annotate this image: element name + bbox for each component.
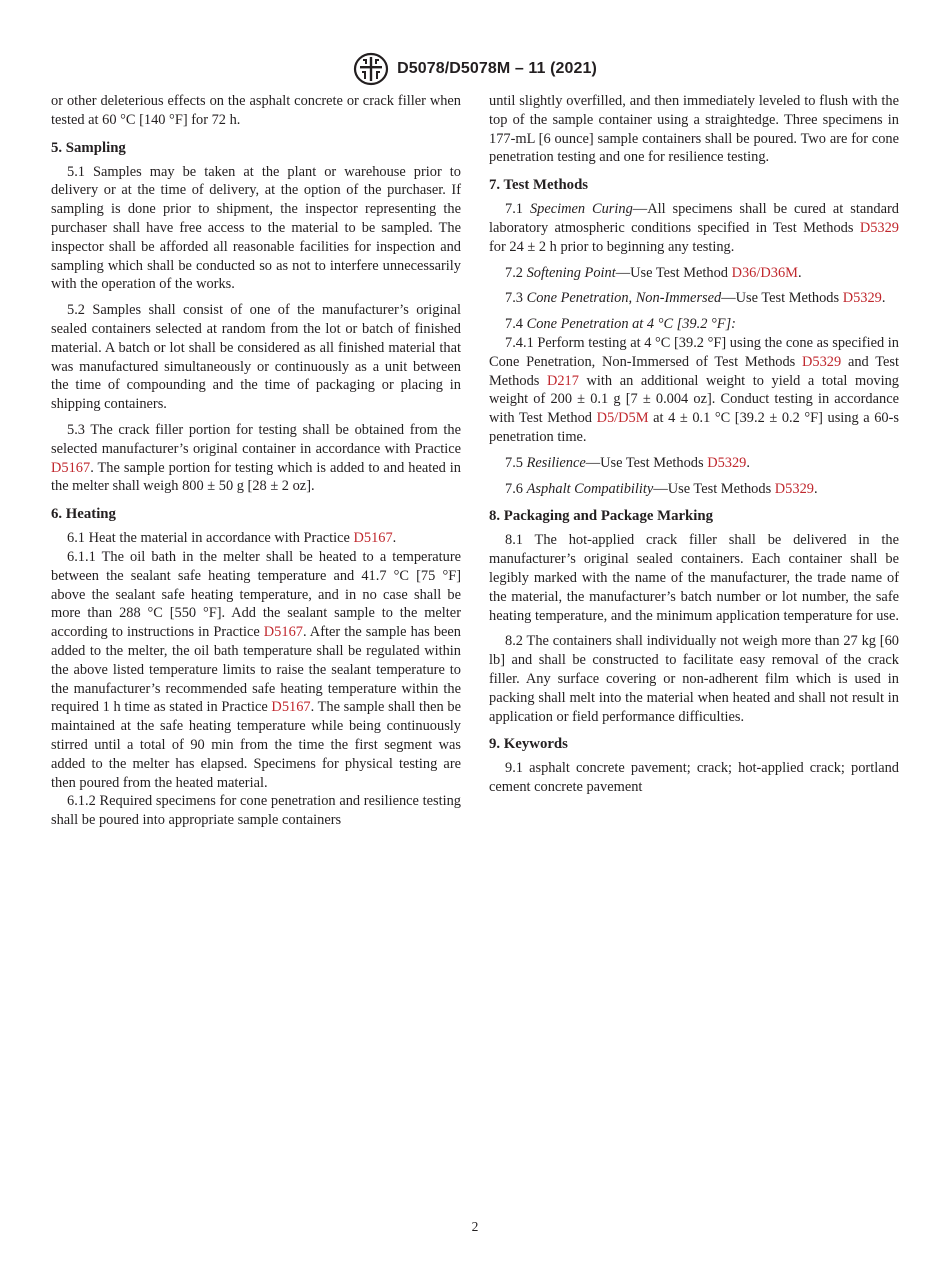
reference-link-d5167[interactable]: D5167 (353, 530, 393, 547)
reference-link-d5329[interactable]: D5329 (842, 290, 882, 307)
text-segment: 5.3 The crack filler portion for testing shall be obtained from the selected manufacturer’s original container in accordance with Practice (51, 421, 461, 457)
subsection-title: Specimen Curing (529, 201, 633, 218)
text-segment: . The sample shall then be maintained at the safe heating temperature while being continuously stirred until a total of 90 min from the time the first segment was added to the melter has elapsed. Specimens for physical testing are then poured from the heated material. (51, 699, 462, 791)
text-segment: 7.1 (505, 201, 530, 218)
reference-link-d217[interactable]: D217 (546, 372, 579, 389)
reference-link-d5167[interactable]: D5167 (51, 459, 91, 476)
paragraph-6-1-2: 6.1.2 Required specimens for cone penetration and resilience testing shall be poured into appropriate sample containers (51, 793, 461, 829)
text-segment: 7.4 (505, 316, 527, 333)
paragraph-8-1: 8.1 The hot-applied crack filler shall be delivered in the manufacturer’s original sealed containers. Each container shall be legibly marked with the name of the manufacturer, the trade name of the material, the manufacturer’s batch number or lot number, the safe heating temperature, and the minimum application temperature for use. (489, 532, 899, 624)
page-number: 2 (471, 1219, 479, 1234)
paragraph-7-1 (489, 200, 899, 256)
paragraph-6-1-1 (51, 548, 461, 792)
paragraph-5-2: 5.2 Samples shall consist of one of the manufacturer’s original sealed containers selected at random from the lot or batch of finished material. A batch or lot shall be considered as all finished material that was manufactured simultaneously or continuously as a unit between the time of compounding and the time of packaging or placing in shipping containers. (51, 302, 461, 413)
paragraph-8-2: 8.2 The containers shall individually not weigh more than 27 kg [60 lb] and shall be constructed to facilitate easy removal of the crack filler. Any surface covering or non-adherent film which is used in packing shall melt into the material when heated and shall not result in application or field performance difficulties. (489, 633, 899, 725)
paragraph-9-1: 9.1 asphalt concrete pavement; crack; hot-applied crack; portland cement concrete pavement (489, 760, 899, 796)
text-segment: 7.4.1 Perform testing at 4 °C [39.2 °F] using the cone as specified in Cone Penetration, Non-Immersed of Test Methods (489, 334, 899, 370)
paragraph-continuation: or other deleterious effects on the asphalt concrete or crack filler when tested at 60 °C [140 °F] for 72 h. (51, 93, 461, 128)
text-segment: for 24 ± 2 h prior to beginning any testing. (489, 238, 735, 255)
text-segment: . The sample portion for testing which is added to and heated in the melter shall weigh 800 ± 50 g [28 ± 2 oz]. (51, 459, 461, 495)
reference-link-d5329[interactable]: D5329 (774, 480, 814, 497)
text-segment: 7.5 (505, 454, 527, 471)
paragraph-5-1: 5.1 Samples may be taken at the plant or warehouse prior to delivery or at the time of delivery, at the option of the purchaser. If sampling is done prior to shipment, the inspector representing the purchaser shall have free access to the material to be sampled. The inspector shall be afforded all reasonable facilities for inspection and sampling which shall be conducted so as not to interfere unnecessarily with the operation of the works. (51, 163, 461, 293)
astm-logo-icon (353, 52, 389, 86)
reference-link-d5329[interactable]: D5329 (859, 219, 899, 236)
text-segment: . (813, 480, 818, 497)
reference-link-d5329[interactable]: D5329 (707, 454, 747, 471)
paragraph-7-4-1 (489, 334, 899, 447)
text-segment: . (881, 290, 886, 307)
paragraph-7-6 (489, 480, 899, 499)
section-heading-heating: 6. Heating (51, 506, 116, 523)
text-segment: . (797, 264, 802, 281)
section-heading-packaging: 8. Packaging and Package Marking (489, 508, 714, 525)
text-segment: 7.3 (505, 290, 527, 307)
reference-link-d5[interactable]: D5/D5M (596, 410, 649, 427)
text-segment: . (392, 530, 397, 547)
text-segment: —All specimens shall be cured at standard laboratory atmospheric conditions specified in Test Methods (489, 201, 899, 236)
subsection-title: Cone Penetration, Non-Immersed (526, 290, 722, 307)
section-heading-sampling: 5. Sampling (51, 139, 126, 156)
text-segment: at 4 ± 0.1 °C [39.2 ± 0.2 °F] using a 60-s penetration time. (489, 410, 899, 445)
reference-link-d36[interactable]: D36/D36M (731, 264, 798, 281)
reference-link-d5167[interactable]: D5167 (263, 624, 303, 641)
subsection-title: Resilience (526, 454, 586, 471)
reference-link-d5329[interactable]: D5329 (802, 353, 842, 370)
paragraph-7-4 (489, 315, 899, 334)
paragraph-7-2 (489, 264, 899, 283)
paragraph-continuation: until slightly overfilled, and then immediately leveled to flush with the top of the sample container using a straightedge. Three specimens in 177-mL [6 ounce] sample containers shall be poured. Two are for cone penetration testing and one for resilience testing. (489, 93, 899, 166)
text-segment: —Use Test Methods (585, 454, 708, 471)
reference-link-d5167[interactable]: D5167 (271, 699, 311, 716)
text-segment: 7.2 (505, 264, 527, 281)
text-segment: —Use Test Methods (721, 290, 843, 307)
text-segment: and Test Methods (489, 353, 899, 389)
paragraph-6-1 (51, 529, 461, 548)
text-segment: —Use Test Methods (653, 480, 775, 497)
document-designation: D5078/D5078M – 11 (2021) (397, 60, 597, 77)
subsection-title: Cone Penetration at 4 °C [39.2 °F]: (526, 316, 736, 333)
subsection-title: Softening Point (526, 264, 616, 281)
text-segment: . (746, 454, 750, 471)
text-segment: 6.1.1 The oil bath in the melter shall be heated to a temperature between the sealant safe heating temperature and 41.7 °C [75 °F] above the sealant safe heating temperature, and in no case shall be more than 288 °C [550 °F]. Add the sealant sample to the melter according to instructions in Practice (51, 548, 461, 641)
page-header (0, 52, 950, 86)
section-heading-keywords: 9. Keywords (489, 736, 568, 753)
text-segment: 7.6 (505, 480, 527, 497)
subsection-title: Asphalt Compatibility (526, 480, 654, 497)
section-heading-test-methods: 7. Test Methods (489, 177, 589, 194)
text-segment: —Use Test Method (615, 264, 732, 281)
right-column (489, 92, 899, 804)
text-segment: . After the sample has been added to the melter, the oil bath temperature shall be regulated within the above listed temperature limits to raise the sealant temperature to the manufacturer’s recommended safe heating temperature within the required 1 h time as stated in Practice (51, 624, 461, 716)
text-segment: 6.1 Heat the material in accordance with Practice (67, 530, 354, 547)
paragraph-7-5 (489, 454, 899, 473)
paragraph-5-3 (51, 421, 461, 496)
paragraph-7-3 (489, 289, 899, 308)
left-column (51, 92, 461, 837)
text-segment: with an additional weight to yield a total moving weight of 200 ± 0.1 g [7 ± 0.004 oz]. Conduct testing in accordance with Test Method (489, 372, 899, 427)
